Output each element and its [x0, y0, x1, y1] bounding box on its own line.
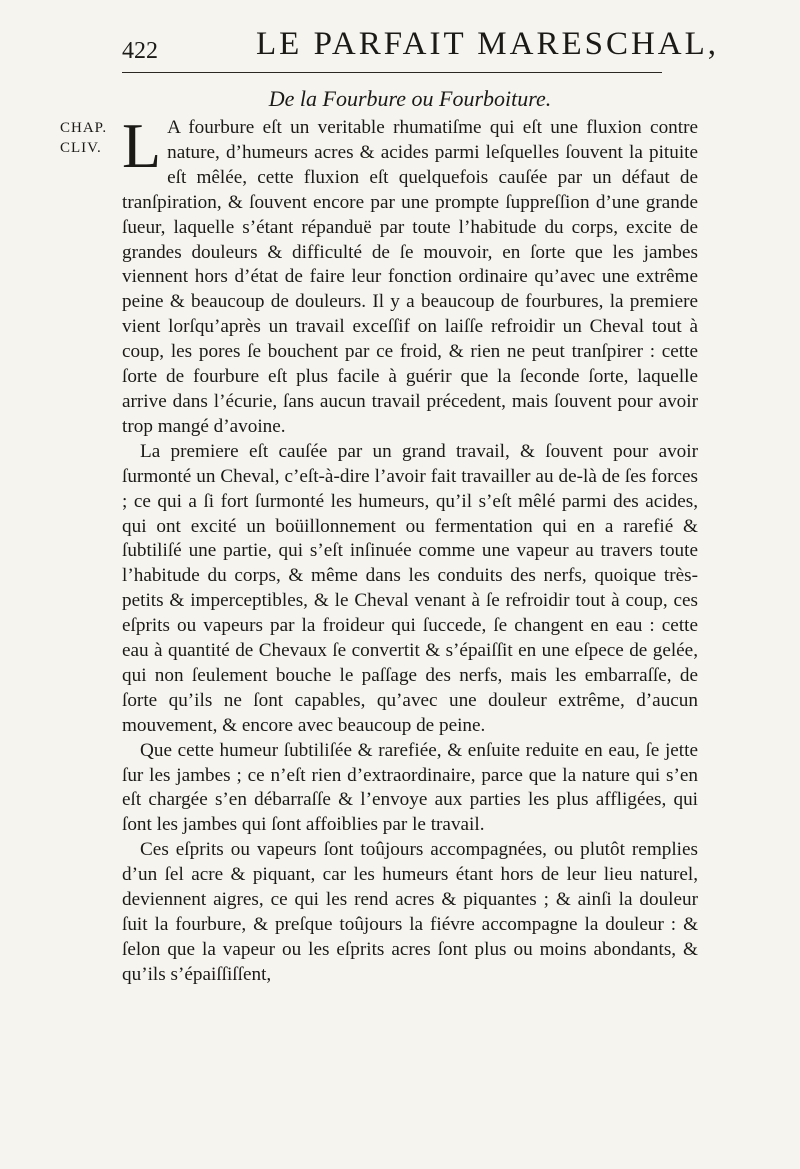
margin-note-line-1: CHAP. [60, 120, 108, 136]
paragraph [122, 110, 698, 440]
drop-cap: L [122, 110, 162, 181]
header-rule [122, 72, 662, 73]
page-number: 422 [122, 38, 158, 64]
paragraph: Que cette humeur ſubtiliſée & rarefiée, & enſuite reduite en eau, ſe jette ſur les jambes ; ce n’eſt rien d’extraordinaire, parce que la nature qui s’en eſt chargée s’en débarraſſe & l’envoye aux parties les plus affligées, qui ſont les jambes qui ſont affoiblies par le travail. [122, 739, 698, 836]
section-title: De la Fourbure ou Fourboiture. [268, 86, 552, 111]
paragraph: Ces eſprits ou vapeurs ſont toûjours accompagnées, ou plutôt remplies d’un ſel acre & piquant, car les humeurs étant hors de leur lieu naturel, deviennent aigres, ce qui les rend acres & piquantes ; & ainſi la douleur ſuit la fourbure, & preſque toûjours la fiévre accompagne la douleur : & ſelon que la vapeur ou les eſprits acres ſont plus ou moins abondants, & qu’ils s’épaiſſiſſent, [122, 839, 698, 985]
running-head: LE PARFAIT MARESCHAL, [256, 26, 720, 62]
body-text [122, 110, 698, 988]
chapter-margin-note [60, 118, 115, 158]
paragraph: La premiere eſt cauſée par un grand travail, & ſouvent pour avoir ſurmonté un Cheval, c’eſt-à-dire l’avoir fait travailler au de-là de ſes forces ; ce qui a ſi fort ſurmonté les humeurs, qu’il s’eſt mêlé parmi des acides, qui ont excité un boüillonnement ou fermentation qui en a rarefié & ſubtiliſé une partie, qui s’eſt inſinuée comme une vapeur au travers toute l’habitude du corps, & même dans les conduits des nerfs, quoique très-petits & imperceptibles, & le Cheval venant à ſe refroidir tout à coup, ces eſprits ou vapeurs par la froideur qui ſuccede, ſe changent en eau : cette eau à quantité de Chevaux ſe convertit & s’épaiſſit en une eſpece de gelée, qui non ſeulement bouche le paſſage des nerfs, mais les embarraſſe, de ſorte qu’ils ne ſont capables, qu’avec une douleur extrême, d’aucun mouvement, & encore avec beaucoup de peine. [122, 440, 698, 736]
paragraph-text: A fourbure eſt un veritable rhumatiſme qui eſt une fluxion contre nature, d’humeurs acres & acides parmi leſquelles ſouvent la pituite eſt mêlée, cette fluxion eſt quelquefois cauſée par un défaut de tranſpiration, & ſouvent encore par une prompte ſuppreſſion d’une grande ſueur, laquelle s’étant répanduë par toute l’habitude du corps, excite de grandes douleurs & difficulté de ſe mouvoir, en ſorte que les jambes viennent hors d’état de faire leur fonction ordinaire qu’avec une extrême peine & beaucoup de douleurs. Il y a beaucoup de fourbures, la premiere vient lorſqu’après un travail exceſſif on laiſſe refroidir un Cheval tout à coup, les pores ſe bouchent par ce froid, & rien ne peut tranſpirer : cette ſorte de fourbure eſt plus facile à guérir que la ſeconde ſorte, laquelle arrive dans l’écurie, ſans aucun travail précedent, mais ſouvent pour avoir trop mangé d’avoine. [122, 117, 698, 437]
margin-note-line-2: CLIV. [60, 140, 102, 156]
